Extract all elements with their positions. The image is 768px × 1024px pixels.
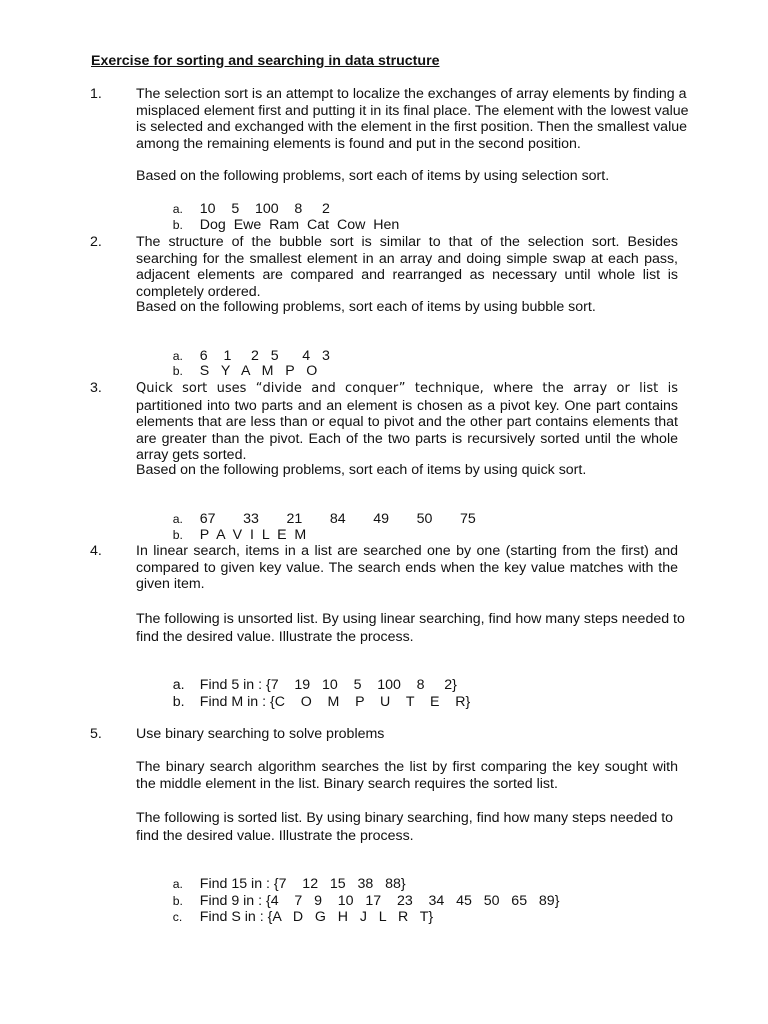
- q3-number: 3.: [90, 380, 102, 396]
- q5-instruction-line-1: The following is sorted list. By using binary searching, find how many steps needed to: [136, 810, 674, 826]
- q4-number: 4.: [90, 543, 102, 559]
- q3-rest-text: partitioned into two parts and an element is chosen as a pivot key. One part contains elements that are less than or equal to pivot and the other part contains elements that are greater than the pivot. Each of the two parts is recursively sorted until the whole array gets sorted.: [136, 397, 678, 463]
- q4-item-b-label: b.: [172, 693, 185, 710]
- q3-lead-text: Quick sort uses “divide and conquer” technique, where the array or list is: [136, 381, 678, 396]
- q3-item-a-label: a.: [172, 511, 183, 526]
- q2-item-b-label: b.: [172, 363, 183, 378]
- q5-instruction: [136, 809, 678, 845]
- q4-instruction-line-1: The following is unsorted list. By using linear searching, find how many steps needed to: [136, 611, 685, 627]
- q4-instruction-line-2: find the desired value. Illustrate the process.: [136, 629, 414, 645]
- q2-item-b-text: S Y A M P O: [199, 362, 318, 379]
- q2-item-a-text: 6 1 2 5 4 3: [199, 347, 330, 364]
- q5-instruction-line-2: find the desired value. Illustrate the process.: [136, 828, 414, 844]
- q1-item-b-label: b.: [172, 217, 183, 232]
- q4-description: In linear search, items in a list are searched one by one (starting from the first) and compared to given key value. The search ends when the key value matches with the given item.: [136, 543, 678, 592]
- q1-number: 1.: [90, 86, 102, 102]
- q3-item-a-text: 67 33 21 84 49 50 75: [199, 510, 476, 527]
- q1-item-a-text: 10 5 100 8 2: [199, 200, 330, 217]
- q3-instruction: Based on the following problems, sort each of items by using quick sort.: [136, 462, 587, 478]
- q3-item-b-label: b.: [172, 527, 183, 542]
- q5-description: The binary search algorithm searches the list by first comparing the key sought with the middle element in the list. Binary search requires the sorted list.: [136, 759, 678, 792]
- q2-number: 2.: [90, 234, 102, 250]
- q5-item-a-label: a.: [172, 876, 183, 891]
- q1-line-3: is selected and exchanged with the element in the first position. Then the smallest value: [136, 119, 688, 135]
- q5-item-c-text: Find S in : {A D G H J L R T}: [199, 908, 434, 925]
- q1-item-a-label: a.: [172, 201, 183, 216]
- q2-description: The structure of the bubble sort is similar to that of the selection sort. Besides searching for the smallest element in an array and doing simple swap at each pass, adjacent elements are compared and rearranged as necessary until whole list is completely ordered.: [136, 234, 678, 300]
- q1-item-b-text: Dog Ewe Ram Cat Cow Hen: [199, 216, 400, 233]
- q3-description: [136, 380, 678, 464]
- q2-instruction: Based on the following problems, sort each of items by using bubble sort.: [136, 299, 596, 315]
- q4-item-a-text: Find 5 in : {7 19 10 5 100 8 2}: [199, 676, 457, 693]
- q5-item-b-text: Find 9 in : {4 7 9 10 17 23 34 45 50 65 89}: [199, 892, 560, 909]
- q1-description: [136, 86, 689, 152]
- q4-item-b-text: Find M in : {C O M P U T E R}: [199, 693, 471, 710]
- q5-number: 5.: [90, 726, 102, 742]
- q3-item-b-text: P A V I L E M: [199, 526, 307, 543]
- q5-item-b-label: b.: [172, 893, 183, 908]
- q1-line-1: The selection sort is an attempt to localize the exchanges of array elements by finding a: [136, 86, 687, 102]
- q4-item-b: [157, 677, 470, 727]
- q5-item-c-label: c.: [172, 909, 183, 924]
- q2-item-a-label: a.: [172, 348, 183, 363]
- q5-item-a-text: Find 15 in : {7 12 15 38 88}: [199, 875, 406, 892]
- q5-item-c: [157, 892, 433, 942]
- q5-heading: Use binary searching to solve problems: [136, 726, 385, 742]
- q4-instruction: [136, 610, 685, 646]
- document-title: Exercise for sorting and searching in data structure: [91, 53, 440, 69]
- q4-item-a-label: a.: [172, 676, 185, 693]
- q1-line-2: misplaced element first and putting it in its final place. The element with the lowest value: [136, 102, 689, 119]
- q1-instruction: Based on the following problems, sort each of items by using selection sort.: [136, 168, 610, 184]
- q1-line-4: among the remaining elements is found and put in the second position.: [136, 135, 581, 152]
